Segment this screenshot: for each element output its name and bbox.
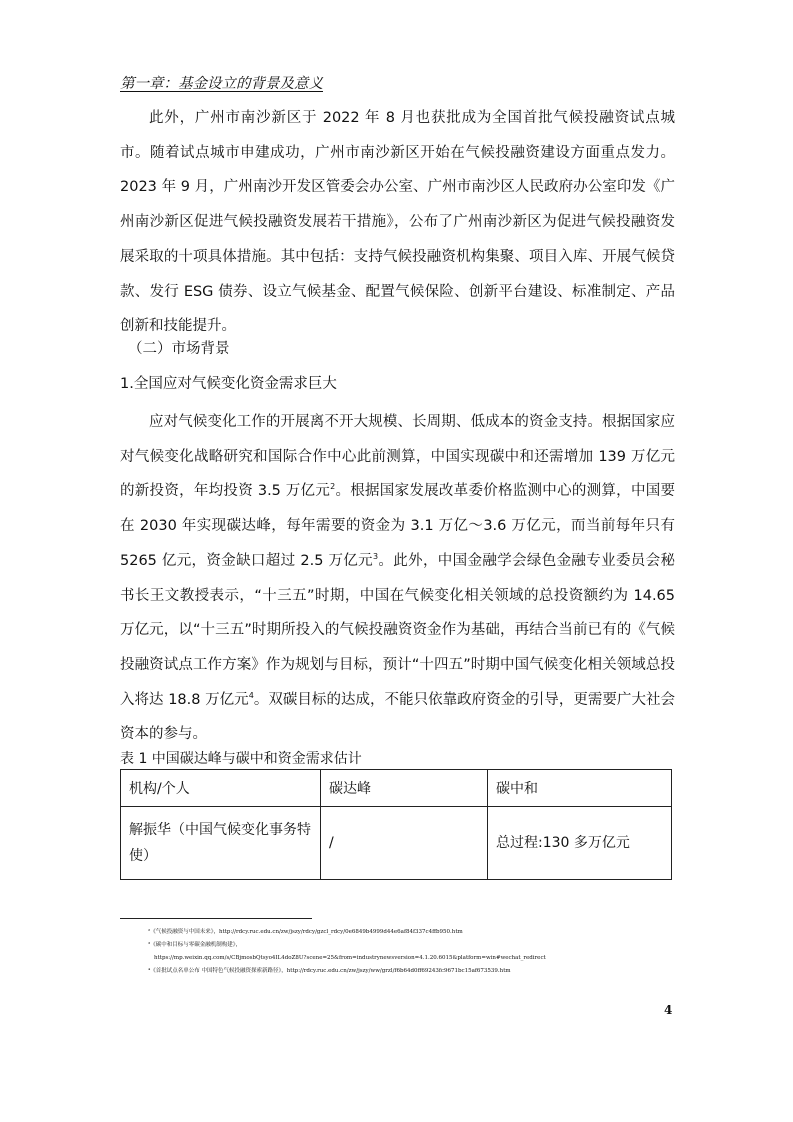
footnote-3-link: https://mp.weixin.qq.com/s/CBjmosbQtsyo4IL4doZ8U?scene=25&from=industrynewsversion=4.1.20.6015&platform=win#wechat_redirect	[154, 955, 546, 961]
paragraph-nansha: 此外，广州市南沙新区于 2022 年 8 月也获批成为全国首批气候投融资试点城市。随着试点城市申建成功，广州市南沙新区开始在气候投融资建设方面重点发力。2023 年 9 月，广州南沙开发区管委会办公室、广州市南沙区人民政府办公室印发《广州南沙新区促进气候投融资发展若干措施》，公布了广州南沙新区为促进气候投融资发展采取的十项具体措施。其中包括：支持气候投融资机构集聚、项目入库、开展气候贷款、发行 ESG 债券、设立气候基金、配置气候保险、创新平台建设、标准制定、产品创新和技能提升。	[120, 110, 675, 335]
funding-table	[120, 769, 672, 880]
table-header-cell: 碳达峰	[321, 770, 488, 807]
page-number: 4	[664, 1003, 673, 1017]
table-header-row	[121, 770, 672, 807]
footnotes	[148, 926, 688, 978]
table-cell: /	[321, 807, 488, 880]
section-heading: （二）市场背景	[128, 341, 230, 357]
footnote-4: ⁴《首批试点名单公布 中国特色气候投融资探索新路径》，http://rdcy.ruc.edu.cn/zw/jszy/ww/grzl/f6b64d0ff69243fc9671bc15af673539.htm	[148, 968, 511, 974]
chapter-title: 第一章：基金设立的背景及意义	[120, 76, 323, 92]
footnote-3: ³《碳中和目标与零碳金融机制构建》，	[148, 942, 241, 948]
footnote-2: ²《气候投融资与中国未来》，http://rdcy.ruc.edu.cn/zw/jszy/rdcy/gzcl_rdcy/0e6849b4999d44e6af84f337c4ffb950.htm	[148, 929, 463, 935]
table-row	[121, 807, 672, 880]
table-header-cell: 机构/个人	[121, 770, 321, 807]
table-header-cell: 碳中和	[488, 770, 672, 807]
paragraph-funding-demand	[120, 405, 675, 752]
table-cell: 解振华（中国气候变化事务特使）	[121, 807, 321, 880]
footnote-divider	[120, 918, 312, 919]
footnote-ref-2: 2	[330, 482, 336, 492]
table-caption: 表 1 中国碳达峰与碳中和资金需求估计	[120, 751, 362, 767]
paragraph-text: 。双碳目标的达成，不能只依靠政府资金的引导，更需要广大社会资本的参与。	[120, 691, 675, 743]
paragraph-text: 应对气候变化工作的开展离不开大规模、长周期、低成本的资金支持。根据国家应对气候变化战略研究和国际合作中心此前测算，中国实现碳中和还需增加 139 万亿元的新投资，年均投资 3.5 万亿元	[120, 414, 675, 500]
table-cell: 总过程:130 多万亿元	[488, 807, 672, 880]
footnote-ref-4: 4	[248, 690, 254, 700]
subsection-heading: 1.全国应对气候变化资金需求巨大	[120, 376, 337, 392]
paragraph-text: 。根据国家发展改革委价格监测中心的测算，中国要在 2030 年实现碳达峰，每年需要的资金为 3.1 万亿～3.6 万亿元，而当前每年只有 5265 亿元，资金缺口超过 2.5 万亿元	[120, 483, 675, 569]
paragraph-text: 。此外，中国金融学会绿色金融专业委员会秘书长王文教授表示，“十三五”时期，中国在气候变化相关领域的总投资额约为 14.65 万亿元，以“十三五”时期所投入的气候投融资资金作为基础，再结合当前已有的《气候投融资试点工作方案》作为规划与目标，预计“十四五”时期中国气候变化相关领域总投入将达 18.8 万亿元	[120, 552, 675, 708]
footnote-ref-3: 3	[372, 551, 379, 561]
